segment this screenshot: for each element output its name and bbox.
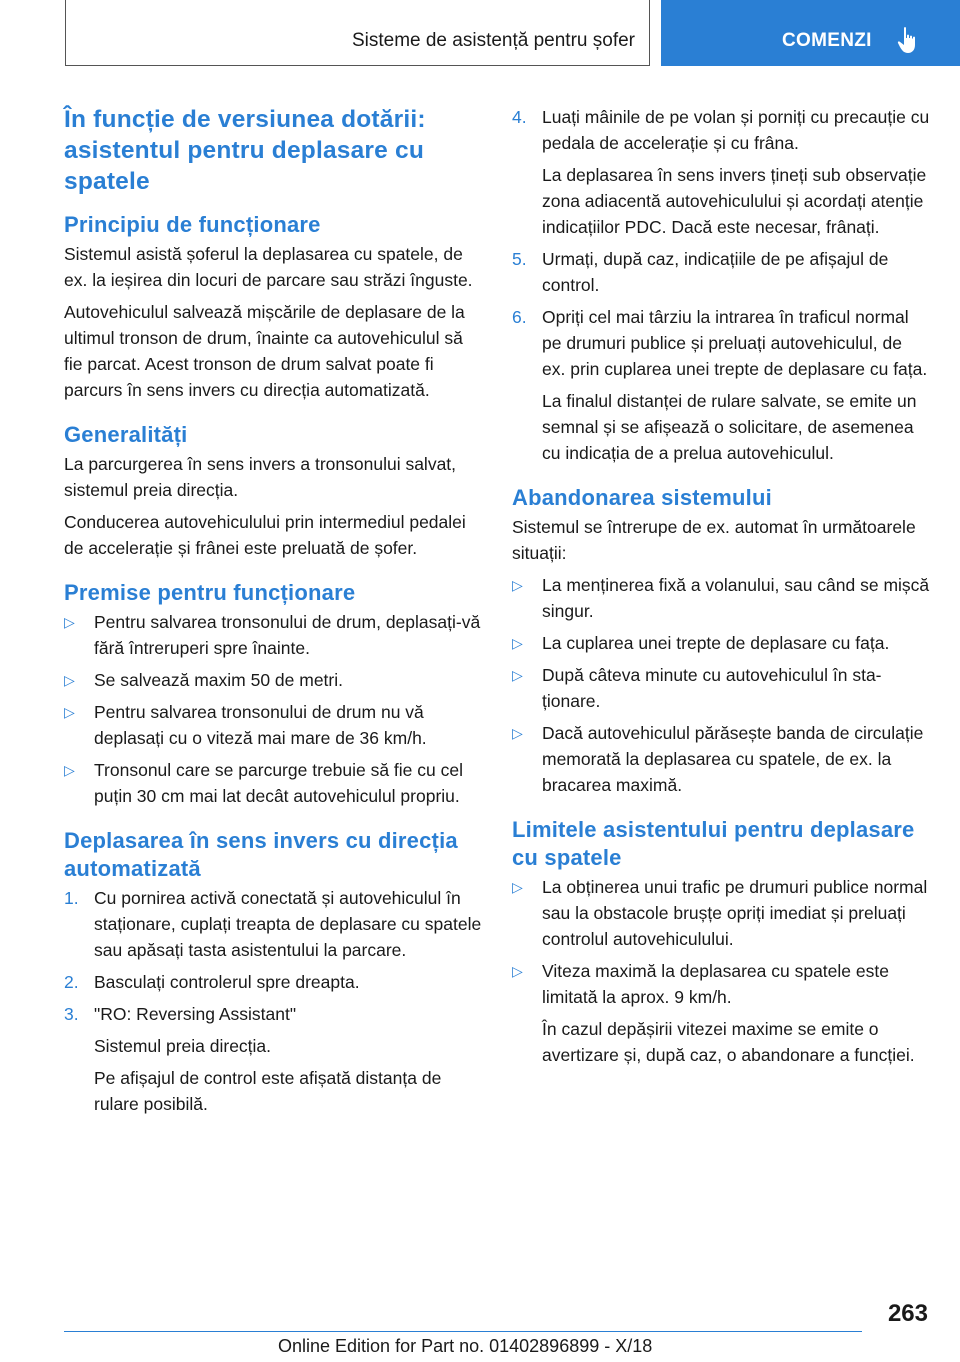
abandon-list (512, 572, 930, 798)
step-item (64, 969, 482, 995)
step-text: Urmați, după caz, indicațiile de pe afișajul de control. (542, 249, 889, 295)
step-subtext: La deplasarea în sens invers țineți sub observație zona adiacentă autovehiculului și acordați atenție indicațiilor PDC. Dacă este necesar, frânați. (542, 165, 927, 237)
step-item (512, 246, 930, 298)
section-title-box (65, 0, 650, 66)
step-text: Opriți cel mai târziu la intrarea în traficul normal pe drumuri publice și preluați autovehiculul, de ex. prin cuplarea unei trepte de deplasare cu fața. (542, 307, 928, 379)
left-column (64, 104, 482, 1123)
triangle-bullet-icon: ▷ (512, 667, 523, 683)
paragraph: La parcurgerea în sens invers a tronsonului salvat, sistemul preia direcția. (64, 454, 457, 500)
section-title: Sisteme de asistență pentru șofer (351, 30, 635, 51)
triangle-bullet-icon: ▷ (64, 762, 75, 778)
paragraph: Sistemul asistă șoferul la deplasarea cu spatele, de ex. la ieșirea din locuri de parcare sau străzi înguste. (64, 244, 473, 290)
tab-comenzi[interactable] (661, 0, 960, 66)
reverse-steps (64, 885, 482, 1117)
step-text: Luați mâinile de pe volan și porniți cu precauție cu pedala de accelerație și cu frâna. (542, 107, 930, 153)
list-item: ▷ Pentru salvarea tronsonului de drum, deplasați-vă fără întreruperi spre înainte. (64, 609, 482, 661)
paragraph: Conducerea autovehiculului prin intermediul pedalei de accelerație și frânei este preluată de șofer. (64, 512, 466, 558)
step-text: Cu pornirea activă conectată și autovehiculul în staționare, cuplați treapta de deplasare cu spatele sau apăsați tasta asistentului la parcare. (94, 888, 482, 960)
triangle-bullet-icon: ▷ (512, 725, 523, 741)
list-item: ▷ Tronsonul care se parcurge trebuie să fie cu cel puțin 30 cm mai lat decât autovehiculul propriu. (64, 757, 482, 809)
step-number: 2. (64, 972, 79, 992)
heading-abandon: Abandonarea sistemului (512, 485, 772, 510)
list-item: ▷ Se salvează maxim 50 de metri. (64, 667, 482, 693)
page-number: 263 (887, 1300, 928, 1327)
step-number: 3. (64, 1004, 79, 1024)
triangle-bullet-icon: ▷ (512, 635, 523, 651)
list-item: ▷ Dacă autovehiculul părăsește banda de circulație memorată la deplasarea cu spatele, de ex. la bracarea maximă. (512, 720, 930, 798)
heading-reverse: Deplasarea în sens invers cu direcția automatizată (64, 828, 458, 881)
list-item: ▷ Viteza maximă la deplasarea cu spatele este limitată la aprox. 9 km/h. În cazul depășirii vitezei maxime se emite o avertizare și, după caz, o abandonare a funcției. (512, 958, 930, 1068)
heading-principle: Principiu de funcționare (64, 212, 321, 237)
list-item: ▷ La menținerea fixă a volanului, sau când se mișcă singur. (512, 572, 930, 624)
step-text: "RO: Reversing Assistant" (94, 1004, 297, 1024)
tab-comenzi-label: COMENZI (782, 30, 872, 51)
reverse-steps-continued (512, 104, 930, 466)
triangle-bullet-icon: ▷ (64, 672, 75, 688)
list-subtext: În cazul depășirii vitezei maxime se emite o avertizare și, după caz, o abandonare a funcției. (542, 1019, 915, 1065)
right-column (512, 104, 930, 1074)
step-subtext: Sistemul preia direcția. (94, 1036, 272, 1056)
list-item: ▷ Pentru salvarea tronsonului de drum nu vă deplasați cu o viteză mai mare de 36 km/h. (64, 699, 482, 751)
step-item (512, 304, 930, 466)
triangle-bullet-icon: ▷ (64, 614, 75, 630)
step-number: 4. (512, 107, 527, 127)
limits-list (512, 874, 930, 1068)
step-item (64, 1001, 482, 1117)
step-number: 5. (512, 249, 527, 269)
main-title: În funcție de versiunea dotării: asistentul pentru deplasare cu spatele (64, 106, 426, 195)
hand-pointer-icon (897, 26, 921, 54)
step-item (512, 104, 930, 240)
premises-list (64, 609, 482, 809)
list-item: ▷ După câteva minute cu autovehiculul în staționare. (512, 662, 930, 714)
footer-edition: Online Edition for Part no. 01402896899 - X/18 (278, 1336, 653, 1356)
paragraph: Autovehiculul salvează mișcările de deplasare de la ultimul tronson de drum, înainte ca autovehiculul să fie parcat. Acest tronson de drum salvat poate fi parcurs în sens invers cu direcția automatizată. (64, 302, 465, 400)
step-text: Basculați controlerul spre dreapta. (94, 972, 360, 992)
triangle-bullet-icon: ▷ (64, 704, 75, 720)
list-item: ▷ La cuplarea unei trepte de deplasare cu fața. (512, 630, 930, 656)
step-item (64, 885, 482, 963)
triangle-bullet-icon: ▷ (512, 963, 523, 979)
paragraph: Sistemul se întrerupe de ex. automat în următoarele situații: (512, 517, 916, 563)
heading-general: Generalități (64, 422, 188, 447)
footer-divider (64, 1331, 862, 1332)
list-item: ▷ La obținerea unui trafic pe drumuri publice normal sau la obstacole brușțe opriți imediat și preluați controlul autovehiculului. (512, 874, 930, 952)
step-subtext: Pe afișajul de control este afișată distanța de rulare posibilă. (94, 1068, 442, 1114)
page-header (0, 0, 960, 66)
step-number: 6. (512, 307, 527, 327)
triangle-bullet-icon: ▷ (512, 577, 523, 593)
step-subtext: La finalul distanței de rulare salvate, se emite un semnal și se afișează o solicitare, de asemenea cu indicația de a prelua autovehiculul. (542, 391, 917, 463)
heading-premises: Premise pentru funcționare (64, 580, 356, 605)
heading-limits: Limitele asistentului pentru deplasare cu spatele (512, 817, 915, 870)
triangle-bullet-icon: ▷ (512, 879, 523, 895)
step-number: 1. (64, 888, 79, 908)
